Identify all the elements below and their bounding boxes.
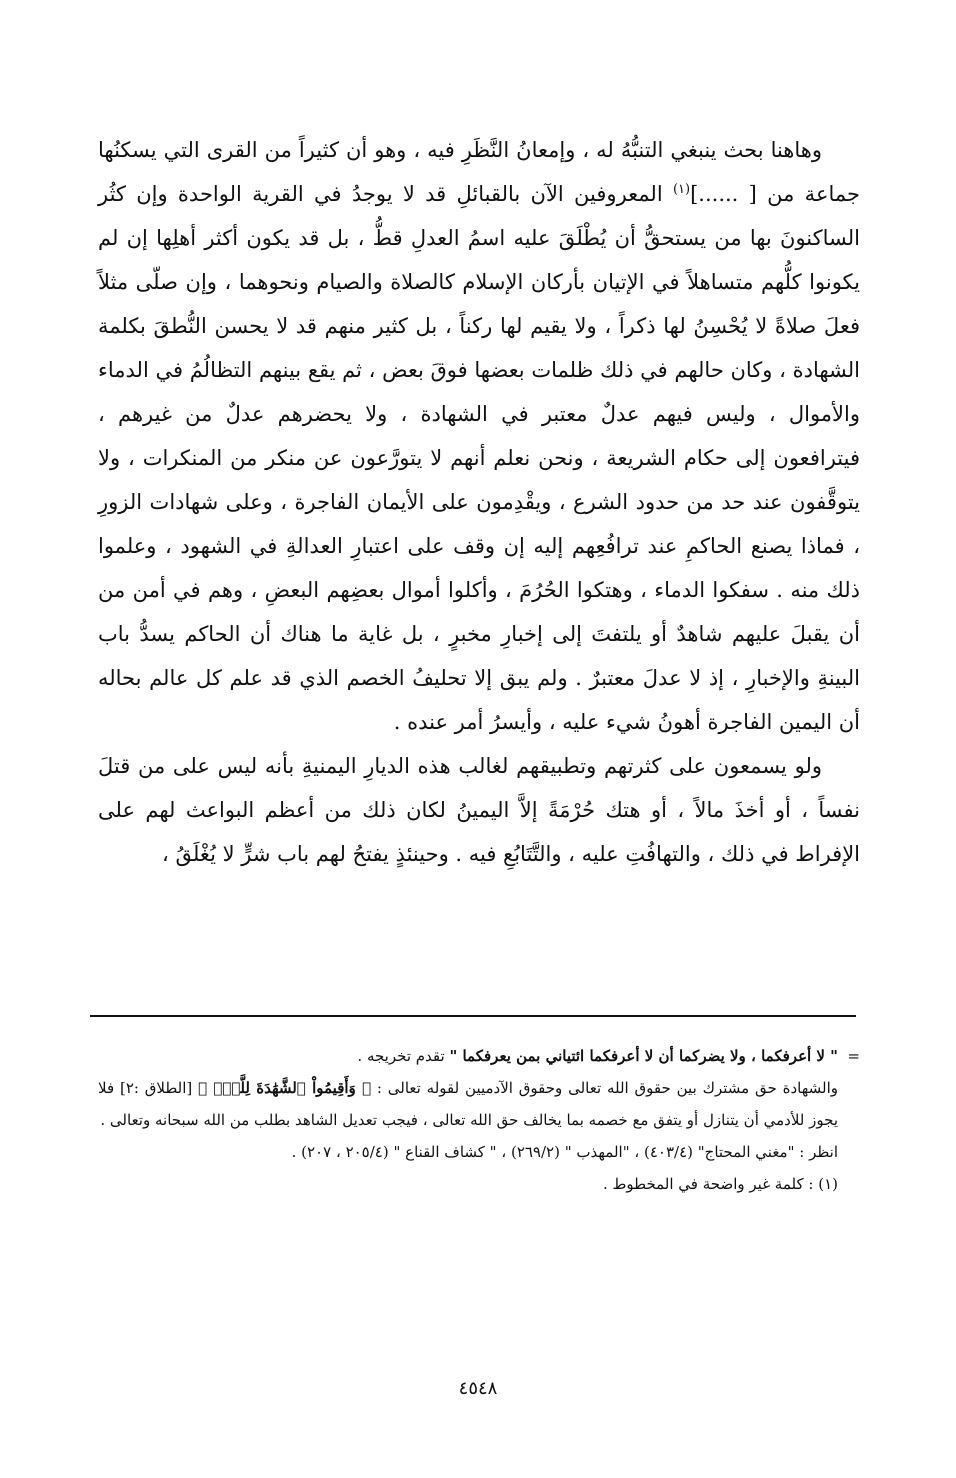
paragraph-2: ولو يسمعون على كثرتهم وتطبيقهم لغالب هذه الديارِ اليمنيةِ بأنه ليس على من قتلَ نفساً ، أو أخذَ مالاً ، أو هتك حُرْمَةً إلاَّ اليمينُ لكان ذلك من أعظم البواعث لهم على الإفراط في ذلك ، والتهافُتِ عليه ، والتَّتَابُعِ فيه . وحينئذٍ يفتحُ لهم باب شرٍّ لا يُغْلَقُ ،: [98, 754, 860, 866]
footnote-continuation: [98, 1040, 860, 1072]
paragraph-1: [98, 128, 860, 744]
footnote-ref-1: (١): [672, 182, 691, 197]
quran-verse: ﴿ وَأَقِيمُواْ ٱلشَّهَٰدَةَ لِلَّهِۚ ﴾: [198, 1079, 372, 1097]
footnote-separator: [90, 1015, 856, 1017]
page-number: ٤٥٤٨: [458, 1378, 498, 1399]
paragraph-1-start: وهاهنا بحث ينبغي التنبُّهُ له ، وإمعانُ النَّظَرِ فيه ، وهو أن كثيراً من القرى التي يسكنُها جماعة من [ ......]: [98, 138, 860, 206]
continuation-marker: =: [847, 1047, 860, 1065]
testimony-continuation: [الطلاق :٢] فلا يجوز للأدمي أن يتنازل أو يتفق مع خصمه بما يخالف حق الله تعالى ، فيجب تعديل الشاهد بطلب من الله سبحانه وتعالى .: [98, 1079, 838, 1129]
paragraph-1-rest: المعروفين الآن بالقبائلِ قد لا يوجدُ في القرية الواحدة وإن كثُر الساكنونَ بها من يستحقُّ أن يُطْلَقَ عليه اسمُ العدلِ قطُّ ، بل قد يكون أكثر أهلِها إن لم يكونوا كلُّهم متساهلاً في الإتيان بأركان الإسلام كالصلاة والصيام ونحوهما ، وإن صلّى مثلاً فعلَ صلاةً لا يُحْسِنُ لها ذكراً ، ولا يقيم لها ركناً ، بل كثير منهم قد لا يحسن النُّطقَ بكلمة الشهادة ، وكان حالهم في ذلك ظلمات بعضها فوقَ بعض ، ثم يقع بينهم التظالُمُ في الدماء والأموال ، وليس فيهم عدلٌ معتبر في الشهادة ، ولا يحضرهم عدلٌ من غيرهم ، فيترافعون إلى حكام الشريعة ، ونحن نعلم أنهم لا يتورَّعون عن منكر من المنكرات ، ولا يتوقَّفون عند حد من حدود الشرع ، ويقْدِمون على الأيمان الفاجرة ، وعلى شهادات الزورِ ، فماذا يصنع الحاكمِ عند ترافُعِهم إليه إن وقف على اعتبارِ العدالةِ في الشهود ، وعلموا ذلك منه . سفكوا الدماء ، وهتكوا الحُرُمَ ، وأكلوا أموال بعضِهم البعضِ ، وهم في أمن من أن يقبلَ عليهم شاهدٌ أو يلتفتَ إلى إخبارِ مخبرٍ ، بل غاية ما هناك أن الحاكم يسدُّ باب البينةِ والإخبارِ ، إذ لا عدلَ معتبرٌ . ولم يبق إلا تحليفُ الخصم الذي قد علم كل عالم بحاله أن اليمين الفاجرة أهونُ شيء عليه ، وأيسرُ أمر عنده .: [98, 182, 860, 734]
testimony-text: والشهادة حق مشترك بين حقوق الله تعالى وحقوق الآدميين لقوله تعالى :: [371, 1079, 838, 1097]
hadith-note: تقدم تخريجه .: [357, 1047, 450, 1065]
footnotes: [98, 1040, 860, 1200]
footnote-references: انظر : "مغني المحتاج" (٤٠٣/٤) ، "المهذب " (٢٦٩/٢) ، " كشاف القناع " (٢٠٥/٤ ، ٢٠٧) .: [291, 1143, 838, 1161]
main-text: [98, 128, 860, 876]
footnote-1: (١) : كلمة غير واضحة في المخطوط .: [602, 1175, 838, 1193]
footnote-testimony: [98, 1072, 860, 1136]
hadith-quote: " لا أعرفكما ، ولا يضركما أن لا أعرفكما ائتياني بمن يعرفكما ": [449, 1047, 838, 1065]
